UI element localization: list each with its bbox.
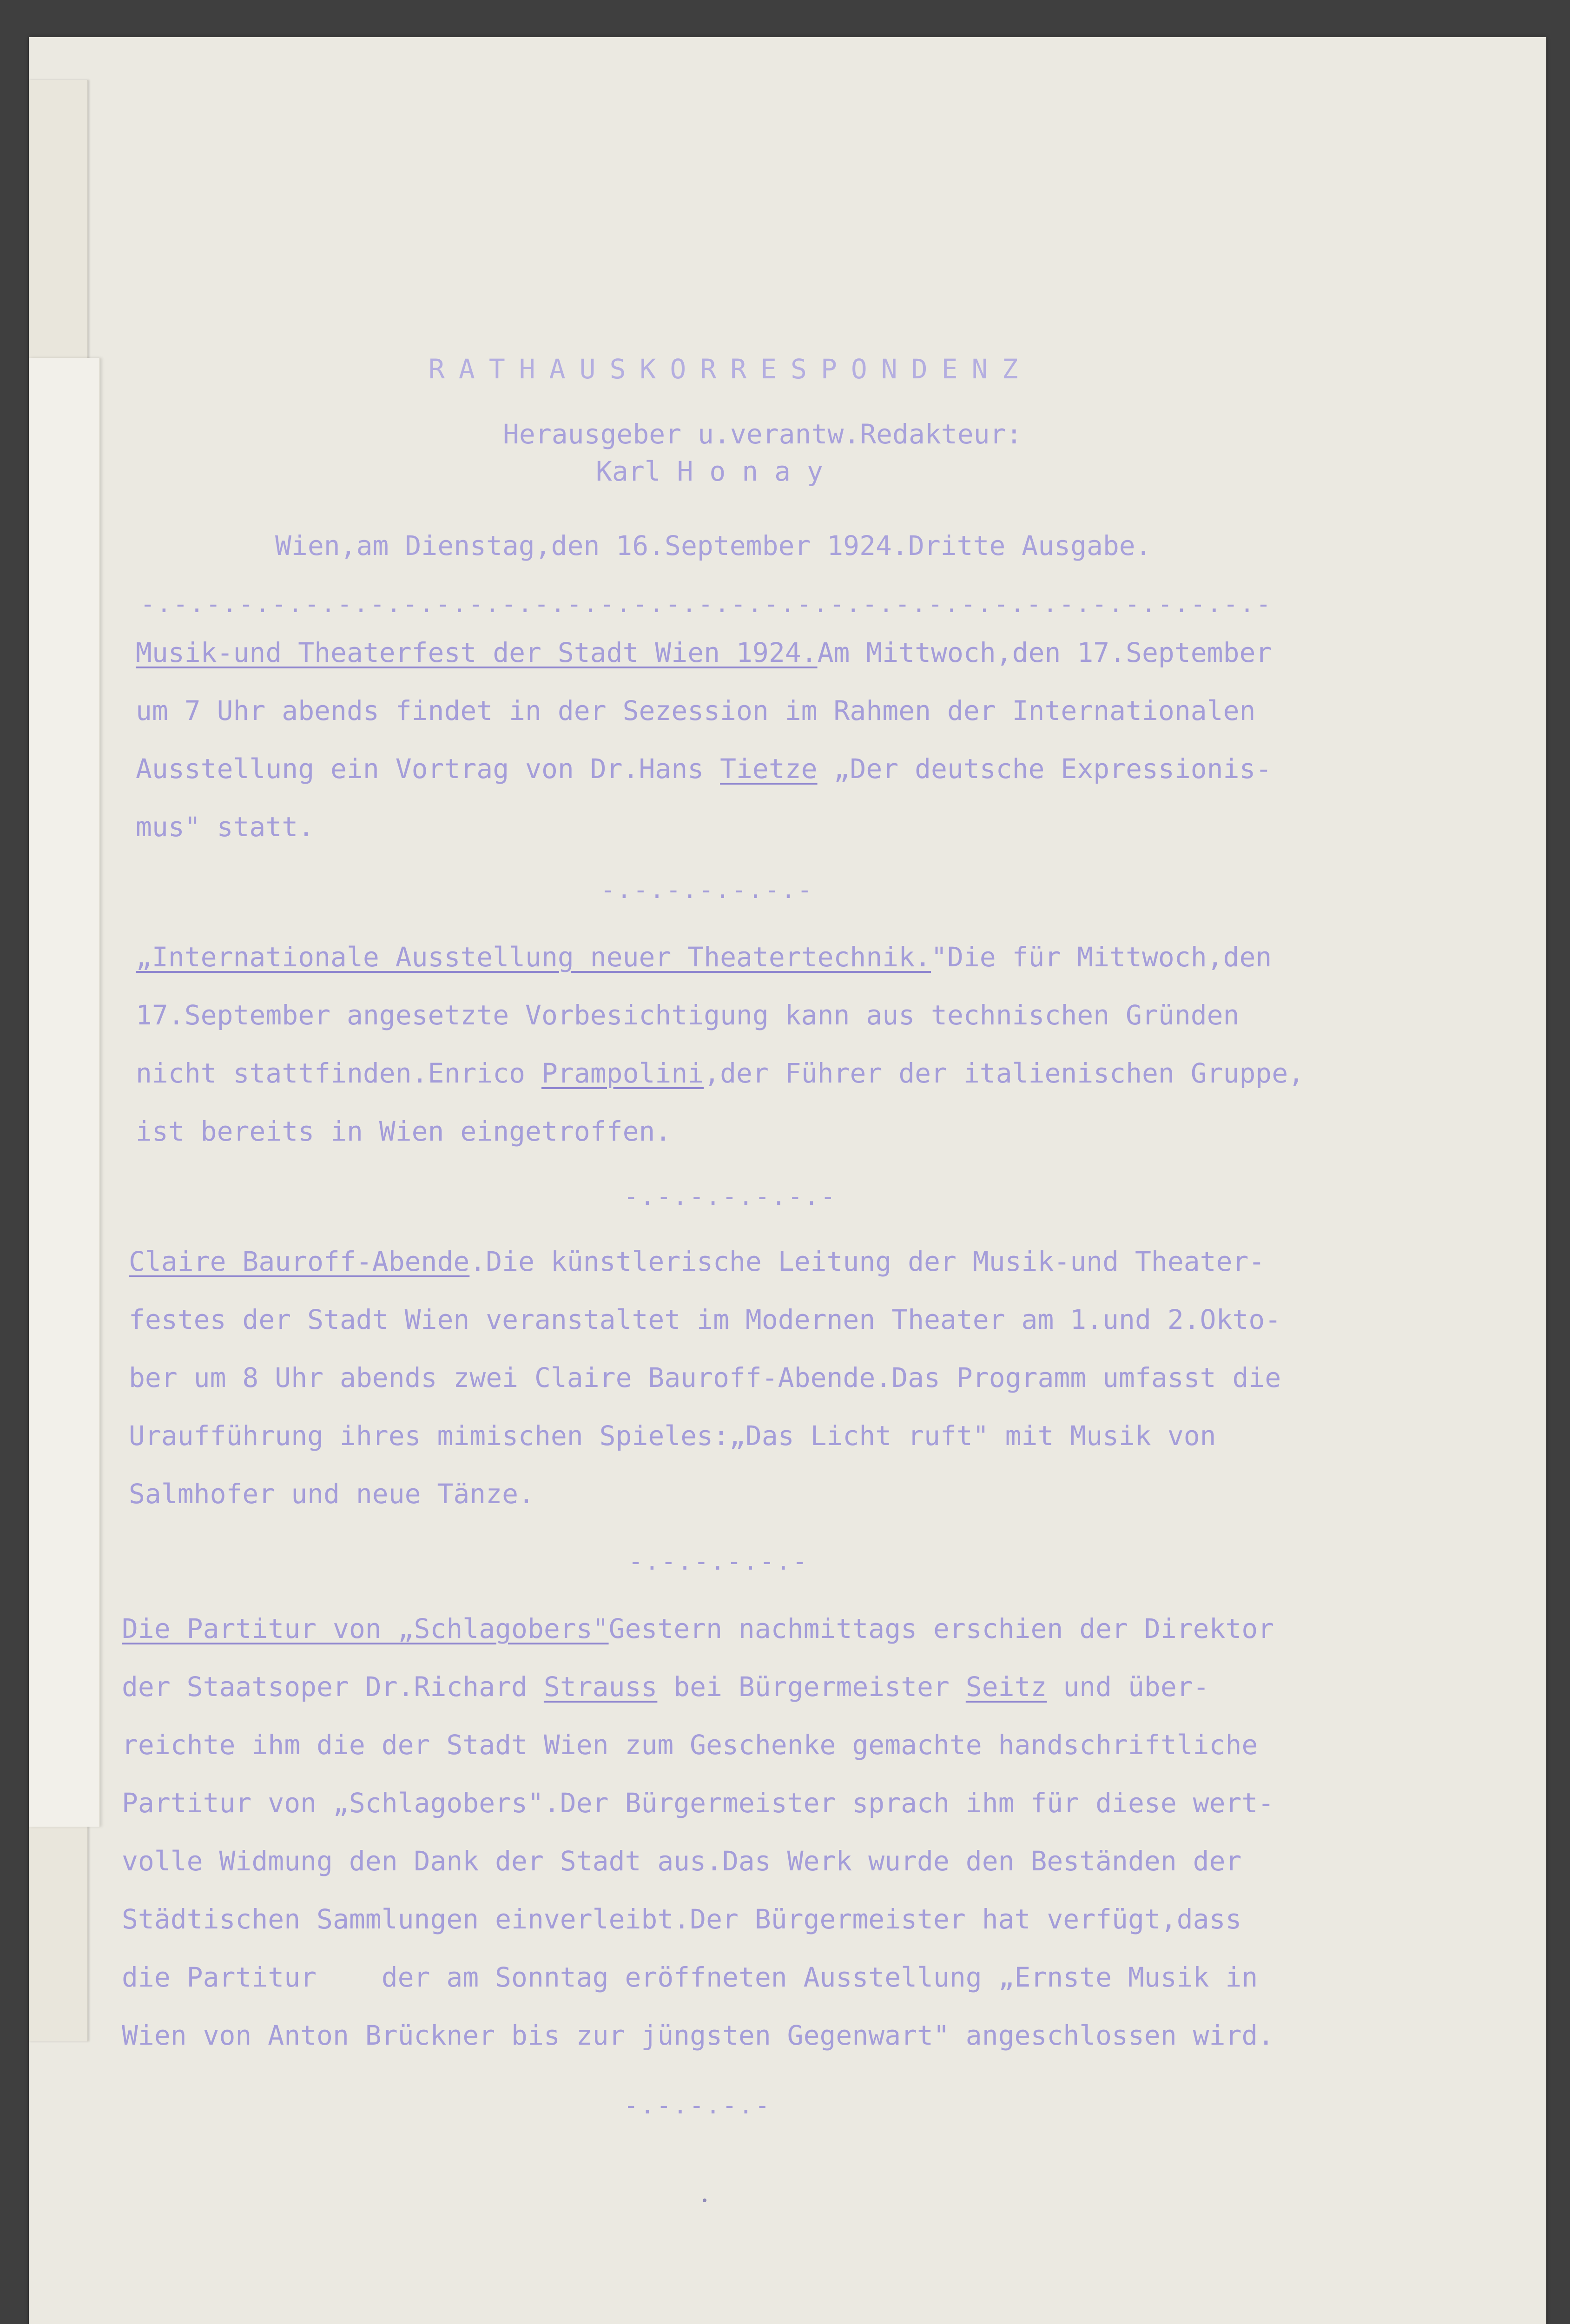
- document-page: [29, 37, 1546, 2324]
- masthead-title: RATHAUSKORRESPONDENZ: [429, 353, 1032, 385]
- article-4-line-2: [122, 1671, 1209, 1703]
- article-4-text: bei Bürgermeister: [657, 1671, 966, 1703]
- editor-name: Karl H o n a y: [596, 456, 823, 487]
- article-4-text: und über-: [1047, 1671, 1209, 1703]
- article-separator: -.-.-.-.-: [624, 2092, 772, 2119]
- person-name: Strauss: [543, 1671, 658, 1703]
- dateline: Wien,am Dienstag,den 16.September 1924.Dritte Ausgabe.: [275, 530, 1152, 561]
- publisher-line: Herausgeber u.verantw.Redakteur:: [503, 418, 1022, 450]
- article-3-line-4: Uraufführung ihres mimischen Spieles:„Das Licht ruft" mit Musik von: [129, 1420, 1216, 1452]
- article-3-headline: Claire Bauroff-Abende: [129, 1246, 470, 1277]
- article-3-text: .Die künstlerische Leitung der Musik-und Theater-: [469, 1246, 1265, 1277]
- article-1-line-1: [136, 637, 1272, 668]
- article-4-text: Gestern nachmittags erschien der Direktor: [608, 1613, 1274, 1644]
- article-4-line-8: Wien von Anton Brückner bis zur jüngsten Gegenwart" angeschlossen wird.: [122, 2020, 1274, 2051]
- article-4-line-4: Partitur von „Schlagobers".Der Bürgermeister sprach ihm für diese wert-: [122, 1787, 1274, 1819]
- article-1-text: Am Mittwoch,den 17.September: [817, 637, 1272, 668]
- article-4-line-6: Städtischen Sammlungen einverleibt.Der Bürgermeister hat verfügt,dass: [122, 1903, 1242, 1935]
- person-name: Tietze: [720, 753, 818, 785]
- article-1-headline: Musik-und Theaterfest der Stadt Wien 1924.: [136, 637, 818, 668]
- article-4-line-7: die Partitur der am Sonntag eröffneten Ausstellung „Ernste Musik in: [122, 1961, 1258, 1993]
- article-2-headline: „Internationale Ausstellung neuer Theatertechnik.: [136, 941, 931, 973]
- ink-speck: [703, 2199, 706, 2202]
- article-1-line-2: um 7 Uhr abends findet in der Sezession im Rahmen der Internationalen: [136, 695, 1256, 726]
- article-separator: -.-.-.-.-.-: [628, 1548, 809, 1576]
- article-2-line-4: ist bereits in Wien eingetroffen.: [136, 1116, 672, 1147]
- article-separator: -.-.-.-.-.-.-: [624, 1183, 837, 1211]
- article-1-line-4: mus" statt.: [136, 811, 315, 843]
- top-rule: -.-.-.-.-.-.-.-.-.-.-.-.-.-.-.-.-.-.-.-.-.-.-.-.-.-.-.-.-.-.-.-.-.-.-: [140, 590, 1273, 618]
- article-2-line-1: [136, 941, 1272, 973]
- article-4-text: der Staatsoper Dr.Richard: [122, 1671, 544, 1703]
- article-4-line-3: reichte ihm die der Stadt Wien zum Geschenke gemachte handschriftliche: [122, 1729, 1258, 1761]
- article-4-line-1: [122, 1613, 1274, 1644]
- person-name: Seitz: [965, 1671, 1047, 1703]
- article-3-line-5: Salmhofer und neue Tänze.: [129, 1478, 534, 1510]
- attached-paper-slip: [29, 358, 100, 1827]
- article-4-line-5: volle Widmung den Dank der Stadt aus.Das Werk wurde den Beständen der: [122, 1845, 1242, 1877]
- article-2-line-2: 17.September angesetzte Vorbesichtigung kann aus technischen Gründen: [136, 999, 1240, 1031]
- article-2-text: "Die für Mittwoch,den: [931, 941, 1272, 973]
- article-separator: -.-.-.-.-.-.-: [600, 876, 814, 904]
- person-name: Prampolini: [541, 1057, 704, 1089]
- article-3-line-1: [129, 1246, 1265, 1277]
- article-1-text: Ausstellung ein Vortrag von Dr.Hans: [136, 753, 720, 785]
- article-2-text: ,der Führer der italienischen Gruppe,: [704, 1057, 1305, 1089]
- article-1-text: „Der deutsche Expressionis-: [817, 753, 1272, 785]
- article-3-line-3: ber um 8 Uhr abends zwei Claire Bauroff-Abende.Das Programm umfasst die: [129, 1362, 1281, 1393]
- article-1-line-3: [136, 753, 1272, 785]
- article-2-text: nicht stattfinden.Enrico: [136, 1057, 541, 1089]
- article-4-headline: Die Partitur von „Schlagobers": [122, 1613, 609, 1644]
- article-2-line-3: [136, 1057, 1304, 1089]
- article-3-line-2: festes der Stadt Wien veranstaltet im Modernen Theater am 1.und 2.Okto-: [129, 1304, 1281, 1335]
